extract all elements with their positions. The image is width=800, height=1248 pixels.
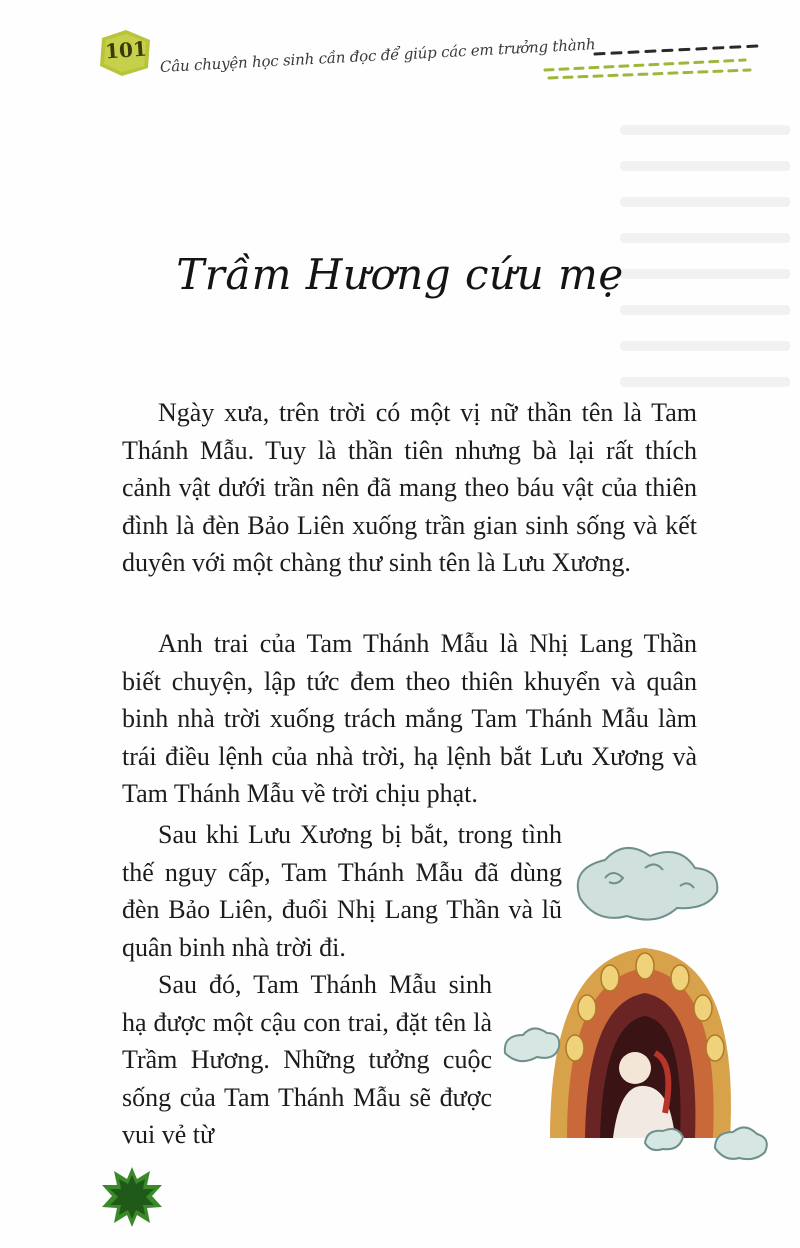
paragraph-2: Anh trai của Tam Thánh Mẫu là Nhị Lang Thần biết chuyện, lập tức đem theo thiên khuyển và quân binh nhà trời xuống trách mắng Tam Thánh Mẫu làm trái điều lệnh của nhà trời, hạ lệnh bắt Lưu Xương và Tam Thánh Mẫu về trời chịu phạt. (122, 629, 697, 808)
running-header-title: Câu chuyện học sinh cần đọc để giúp các em trưởng thành (159, 35, 596, 76)
paragraph-1: Ngày xưa, trên trời có một vị nữ thần tên là Tam Thánh Mẫu. Tuy là thần tiên nhưng bà lại rất thích cảnh vật dưới trần nên đã mang theo báu vật của thiên đình là đèn Bảo Liên xuống trần gian sinh sống và kết duyên với một chàng thư sinh tên là Lưu Xương. (122, 398, 697, 577)
decorative-dashes-icon (535, 42, 760, 82)
paragraph-3: Sau khi Lưu Xương bị bắt, trong tình thế nguy cấp, Tam Thánh Mẫu đã dùng đèn Bảo Liên, đuổi Nhị Lang Thần và lũ quân binh nhà trời đi. (122, 820, 562, 962)
paragraph-4: Sau đó, Tam Thánh Mẫu sinh hạ được một cậu con trai, đặt tên là Trầm Hương. Những tưởng cuộc sống của Tam Thánh Mẫu sẽ được vui vẻ từ (122, 970, 492, 1149)
lotus-lamp-illustration (495, 838, 770, 1168)
starburst-badge-icon (100, 1165, 164, 1229)
story-title: Trầm Hương cứu mẹ (176, 250, 624, 299)
page-number: 101 (104, 36, 148, 64)
